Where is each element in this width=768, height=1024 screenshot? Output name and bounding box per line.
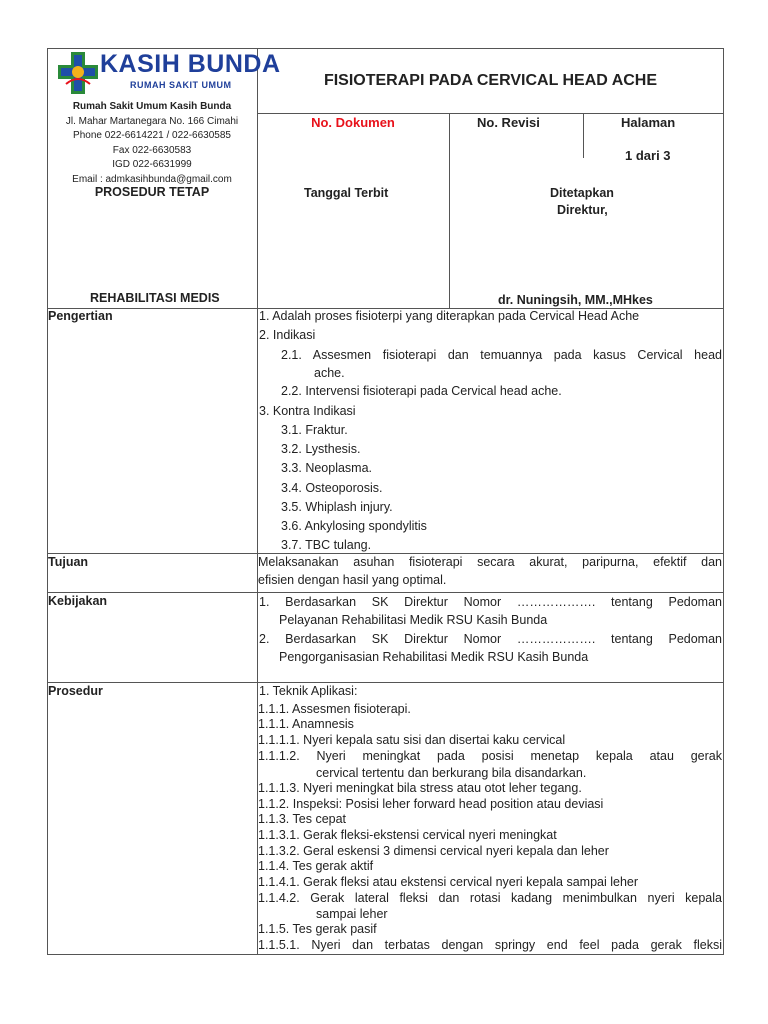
signer-name: dr. Nuningsih, MM.,MHkes — [498, 293, 653, 307]
no-revisi-label: No. Revisi — [477, 115, 540, 130]
hospital-igd: IGD 022-6631999 — [112, 159, 192, 171]
prosedur-line-10: 1.1.3.2. Geral eskensi 3 dimensi cervical nyeri kepala dan leher — [258, 844, 609, 858]
prosedur-line-8: 1.1.3. Tes cepat — [258, 812, 347, 826]
pengertian-line-11: 3.6. Ankylosing spondylitis — [281, 519, 427, 533]
pengertian-line-3b: ache. — [314, 366, 345, 380]
hospital-info — [49, 100, 255, 188]
pengertian-line-12: 3.7. TBC tulang. — [281, 538, 372, 552]
pengertian-label: Pengertian — [48, 309, 113, 323]
pengertian-line-3: 2.1. Assesmen fisioterapi dan temuannya pada kasus Cervical head — [281, 348, 722, 362]
pengertian-line-5: 3. Kontra Indikasi — [259, 404, 356, 418]
pengertian-line-6: 3.1. Fraktur. — [281, 423, 348, 437]
prosedur-line-9: 1.1.3.1. Gerak fleksi-ekstensi cervical nyeri meningkat — [258, 828, 557, 842]
unit-label: REHABILITASI MEDIS — [90, 291, 220, 305]
hospital-email: Email : admkasihbunda@gmail.com — [72, 173, 232, 185]
hospital-logo — [56, 50, 281, 96]
prosedur-label: Prosedur — [48, 684, 103, 698]
prosedur-line-5b: cervical tertentu dan berkurang bila disandarkan. — [316, 766, 587, 780]
no-dokumen-label: No. Dokumen — [311, 115, 395, 130]
prosedur-line-5: 1.1.1.2. Nyeri meningkat pada posisi menetap kepala atau gerak — [258, 749, 722, 763]
pengertian-line-8: 3.3. Neoplasma. — [281, 461, 373, 475]
kebijakan-line-1b: Pelayanan Rehabilitasi Medik RSU Kasih Bunda — [279, 613, 548, 627]
prosedur-line-15: 1.1.5.1. Nyeri dan terbatas dengan springy end feel pada gerak fleksi — [258, 938, 722, 952]
tujuan-label: Tujuan — [48, 555, 89, 569]
pengertian-line-9: 3.4. Osteoporosis. — [281, 481, 383, 495]
kebijakan-line-2: 2. Berdasarkan SK Direktur Nomor ………………. tentang Pedoman — [259, 632, 722, 646]
pengertian-line-1: 1. Adalah proses fisioterpi yang diterapkan pada Cervical Head Ache — [259, 309, 640, 323]
hospital-name: Rumah Sakit Umum Kasih Bunda — [72, 101, 232, 112]
kebijakan-line-2b: Pengorganisasian Rehabilitasi Medik RSU Kasih Bunda — [279, 650, 589, 664]
direktur: Direktur, — [557, 203, 608, 217]
prosedur-line-3: 1.1.1. Anamnesis — [258, 717, 354, 731]
kebijakan-label: Kebijakan — [48, 594, 108, 608]
hospital-phone: Phone 022-6614221 / 022-6630585 — [73, 130, 231, 142]
prosedur-line-1: 1. Teknik Aplikasi: — [259, 684, 358, 698]
logo-name: KASIH BUNDA — [100, 50, 281, 78]
prosedur-line-12: 1.1.4.1. Gerak fleksi atau ekstensi cervical nyeri kepala sampai leher — [258, 875, 639, 889]
cross-logo-icon — [56, 50, 100, 96]
ditetapkan: Ditetapkan — [550, 186, 614, 200]
logo-subtitle: RUMAH SAKIT UMUM — [130, 80, 232, 90]
pengertian-line-4: 2.2. Intervensi fisioterapi pada Cervical head ache. — [281, 384, 562, 398]
prosedur-line-13b: sampai leher — [316, 907, 388, 921]
prosedur-line-11: 1.1.4. Tes gerak aktif — [258, 859, 374, 873]
halaman-value: 1 dari 3 — [625, 148, 671, 163]
hospital-address: Jl. Mahar Martanegara No. 166 Cimahi — [65, 115, 239, 127]
hospital-fax: Fax 022-6630583 — [112, 144, 192, 156]
prosedur-line-13: 1.1.4.2. Gerak lateral fleksi dan rotasi kadang menimbulkan nyeri kepala — [258, 891, 722, 905]
pengertian-line-2: 2. Indikasi — [259, 328, 316, 342]
prosedur-tetap: PROSEDUR TETAP — [94, 185, 210, 199]
tujuan-line-2: efisien dengan hasil yang optimal. — [258, 573, 447, 587]
document-title: FISIOTERAPI PADA CERVICAL HEAD ACHE — [323, 72, 658, 89]
kebijakan-line-1: 1. Berdasarkan SK Direktur Nomor ………………. tentang Pedoman — [259, 595, 722, 609]
prosedur-line-6: 1.1.1.3. Nyeri meningkat bila stress atau otot leher tegang. — [258, 781, 582, 795]
halaman-label: Halaman — [621, 115, 676, 130]
pengertian-line-7: 3.2. Lysthesis. — [281, 442, 361, 456]
pengertian-line-10: 3.5. Whiplash injury. — [281, 500, 393, 514]
prosedur-line-4: 1.1.1.1. Nyeri kepala satu sisi dan disertai kaku cervical — [258, 733, 566, 747]
prosedur-line-7: 1.1.2. Inspeksi: Posisi leher forward head position atau deviasi — [258, 797, 604, 811]
tujuan-line-1: Melaksanakan asuhan fisioterapi secara akurat, paripurna, efektif dan — [258, 555, 722, 569]
tanggal-terbit: Tanggal Terbit — [304, 186, 389, 200]
prosedur-line-2: 1.1.1. Assesmen fisioterapi. — [258, 702, 411, 716]
prosedur-line-14: 1.1.5. Tes gerak pasif — [258, 922, 377, 936]
